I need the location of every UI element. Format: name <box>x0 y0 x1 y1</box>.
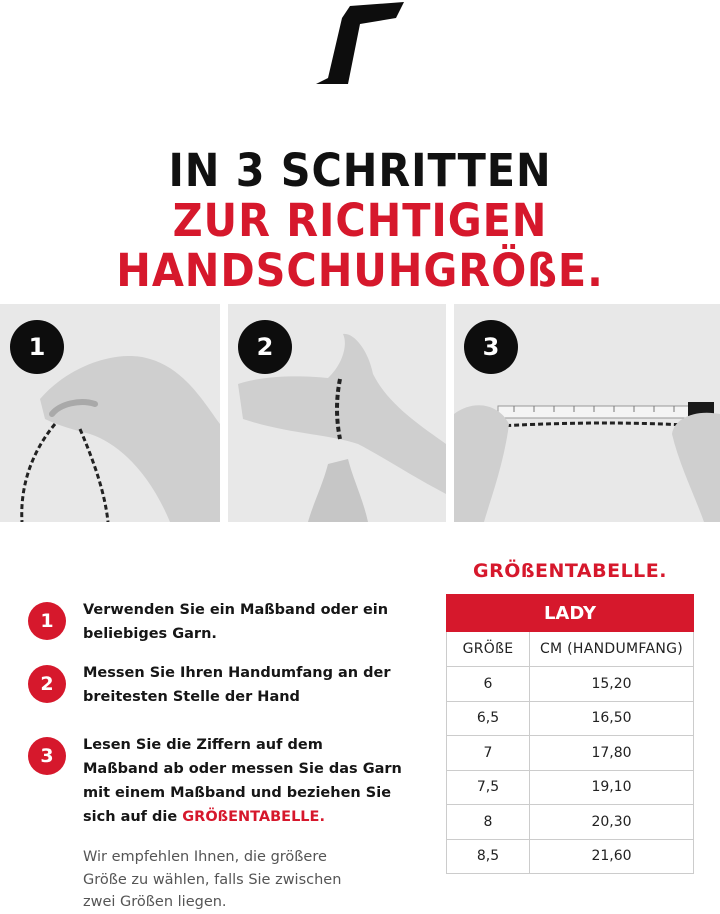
headline <box>0 146 720 296</box>
step-text-3 <box>83 733 403 829</box>
step-number-3: 3 <box>28 737 66 775</box>
size-table-title: GRÖßENTABELLE. <box>473 560 667 582</box>
table-row <box>447 701 694 736</box>
cm-cell: 20,30 <box>530 805 694 840</box>
table-group-lady: LADY <box>447 595 694 632</box>
table-group-row <box>447 595 694 632</box>
cm-cell: 19,10 <box>530 770 694 805</box>
table-row <box>447 736 694 771</box>
step-number-2: 2 <box>28 665 66 703</box>
reusch-r-logo-icon <box>312 0 408 86</box>
table-row <box>447 839 694 874</box>
headline-line-2: ZUR RICHTIGEN <box>172 194 548 247</box>
step-badge-2: 2 <box>238 320 292 374</box>
step-text-2: Messen Sie Ihren Handumfang an der breitesten Stelle der Hand <box>83 665 391 705</box>
table-header-row <box>447 632 694 667</box>
step-photos <box>0 304 720 522</box>
table-row <box>447 770 694 805</box>
cm-cell: 15,20 <box>530 667 694 702</box>
size-cell: 7 <box>447 736 530 771</box>
size-cell: 8,5 <box>447 839 530 874</box>
step-2-photo <box>228 304 446 522</box>
step-3-photo <box>454 304 720 522</box>
table-row <box>447 805 694 840</box>
table-row <box>447 667 694 702</box>
step-badge-3: 3 <box>464 320 518 374</box>
size-cell: 7,5 <box>447 770 530 805</box>
headline-line-3: HANDSCHUHGRÖßE. <box>116 244 604 297</box>
step-text-3-body: Lesen Sie die Ziffern auf dem Maßband ab oder messen Sie das Garn mit einem Maßband und beziehen Sie sich auf die <box>83 737 402 825</box>
size-cell: 6 <box>447 667 530 702</box>
size-recommendation-note: Wir empfehlen Ihnen, die größere Größe zu wählen, falls Sie zwischen zwei Größen liegen. <box>83 849 342 910</box>
step-1-photo <box>0 304 220 522</box>
step-number-1: 1 <box>28 602 66 640</box>
step-text-1: Verwenden Sie ein Maßband oder ein beliebiges Garn. <box>83 602 389 642</box>
cm-cell: 21,60 <box>530 839 694 874</box>
size-table-link[interactable]: GRÖßENTABELLE. <box>182 809 325 825</box>
size-cell: 8 <box>447 805 530 840</box>
cm-cell: 16,50 <box>530 701 694 736</box>
headline-line-1: IN 3 SCHRITTEN <box>168 144 552 197</box>
column-header-size: GRÖßE <box>447 632 530 667</box>
size-cell: 6,5 <box>447 701 530 736</box>
column-header-circumference: CM (HANDUMFANG) <box>530 632 694 667</box>
cm-cell: 17,80 <box>530 736 694 771</box>
size-table <box>446 594 694 874</box>
step-badge-1: 1 <box>10 320 64 374</box>
